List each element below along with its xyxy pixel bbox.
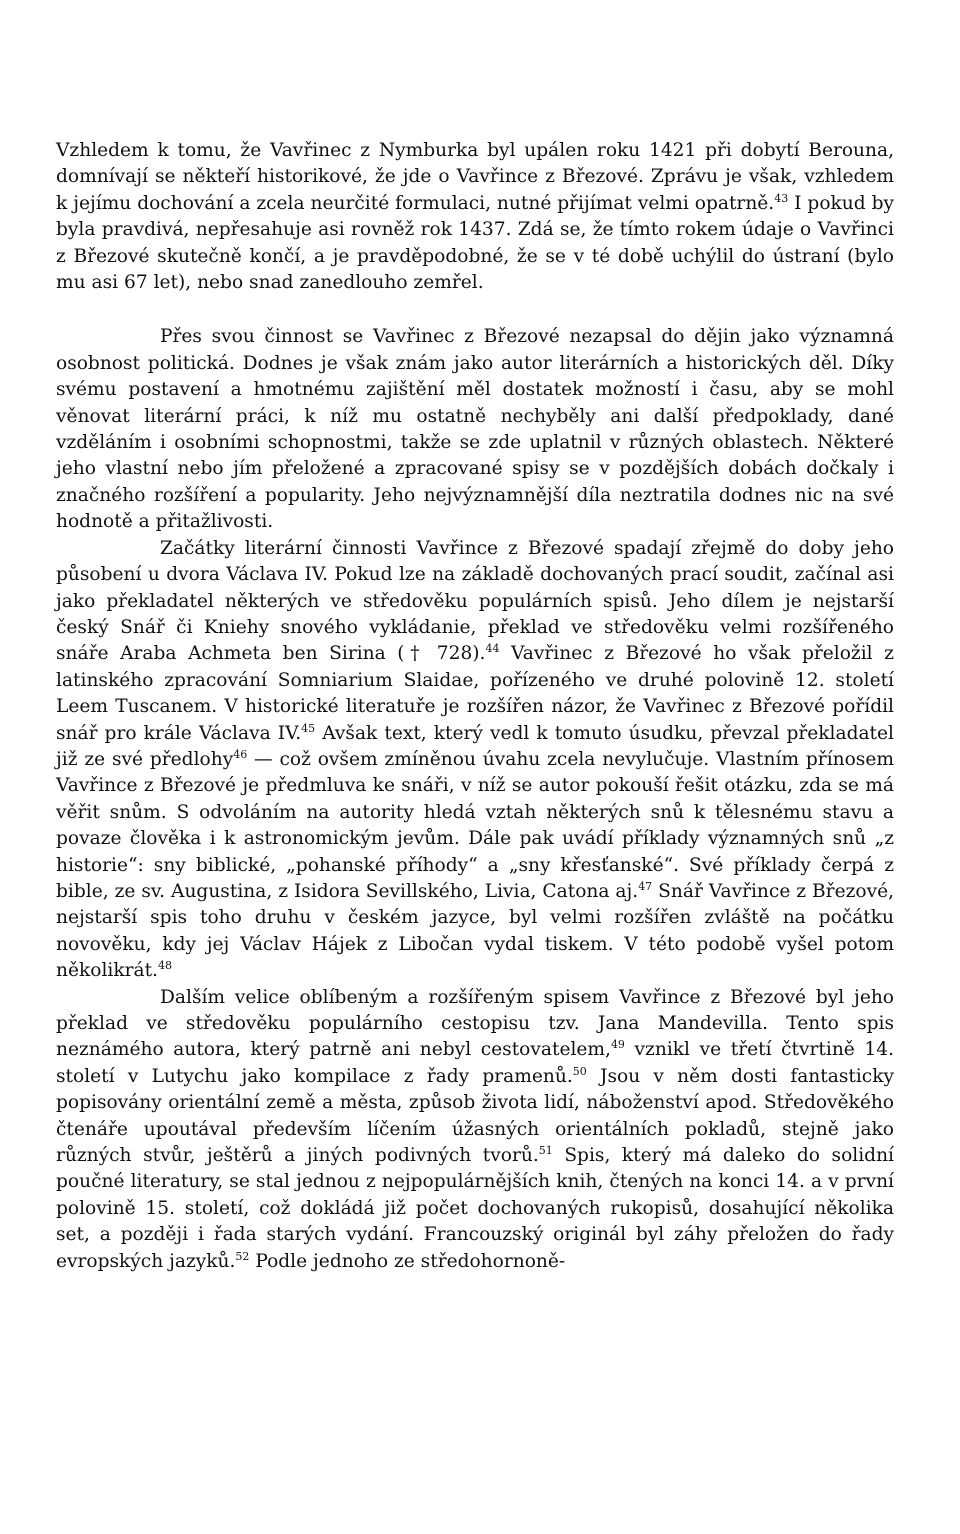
footnote-marker: 45	[301, 721, 316, 735]
footnote-marker: 43	[774, 191, 789, 205]
text-run: I pokud by byla pravdivá, nepřesahuje asi rovněž rok 1437. Zdá se, že tímto rokem údaje o Vavřinci z Březové skutečně končí, a je pravděpodobné, že se v té době uchýlil do ústraní (bylo mu asi 67 let), nebo snad zanedlouho zemřel.	[56, 192, 894, 294]
footnote-marker: 50	[572, 1064, 587, 1078]
text-run: Podle jednoho ze středohornoně-	[249, 1250, 566, 1272]
footnote-marker: 52	[235, 1249, 250, 1263]
text-run: Vzhledem k tomu, že Vavřinec z Nymburka byl upálen roku 1421 při dobytí Berouna, domnívají se někteří historikové, že jde o Vavřince z Březové. Zprávu je však, vzhledem k jejímu dochování a zcela neurčité formulaci, nutné přijímat velmi opatrně.	[56, 140, 894, 214]
footnote-marker: 47	[638, 879, 653, 893]
paragraph-3	[56, 536, 894, 985]
text-run: Začátky literární činnosti Vavřince z Březové spadají zřejmě do doby jeho působení u dvora Václava IV. Pokud lze na základě dochovaných prací soudit, začínal asi jako překladatel některých ve středověku populárních spisů. Jeho dílem je nejstarší český Snář či Kniehy snového vykládanie, překlad ve středověku velmi rozšířeného snáře Araba Achmeta ben Sirina († 728).	[56, 537, 894, 665]
paragraph-2	[56, 324, 894, 535]
footnote-marker: 48	[157, 959, 172, 973]
text-run: Spis, který má daleko do solidní poučné literatury, se stal jednou z nejpopulárnějších knih, čtených na konci 14. a v první polovině 15. století, což dokládá již počet dochovaných rukopisů, dosahující několika set, a později i řada starých vydání. Francouzský originál byl záhy přeložen do řady evropských jazyků.	[56, 1145, 894, 1272]
text-run: — což ovšem zmíněnou úvahu zcela nevylučuje. Vlastním přínosem Vavřince z Březové je předmluva ke snáři, v níž se autor pokouší řešit otázku, zda se má věřit snům. S odvoláním na autority hledá vztah některých snů k tělesnému stavu a povaze člověka i k astronomickým jevům. Dále pak uvádí příklady významných snů „z historie“: sny biblické, „pohanské příhody“ a „sny křesťanské“. Své příklady čerpá z bible, ze sv. Augustina, z Isidora Sevillského, Livia, Catona aj.	[56, 748, 894, 902]
footnote-marker: 49	[610, 1038, 625, 1052]
text-run: Avšak text, který vedl k tomuto úsudku, převzal překladatel již ze své předlohy	[56, 722, 894, 770]
text-run: Snář Vavřince z Březové, nejstarší spis toho druhu v českém jazyce, byl velmi rozšířen zvláště na počátku novověku, kdy jej Václav Hájek z Libočan vydal tiskem. V této podobě vyšel potom několikrát.	[56, 880, 894, 982]
footnote-marker: 46	[233, 747, 248, 761]
footnote-marker: 51	[538, 1144, 553, 1158]
text-run: Dalším velice oblíbeným a rozšířeným spisem Vavřince z Březové byl jeho překlad ve středověku populárního cestopisu tzv. Jana Mandevilla. Tento spis neznámého autora, který patrně ani nebyl cestovatelem,	[56, 986, 894, 1061]
text-run: Vavřinec z Březové ho však přeložil z latinského zpracování Somniarium Slaidae, pořízeného ve druhé polovině 12. století Leem Tuscanem. V historické literatuře je rozšířen názor, že Vavřinec z Březové pořídil snář pro krále Václava IV.	[56, 643, 894, 744]
footnote-marker: 44	[485, 642, 500, 656]
text-run: vznikl ve třetí čtvrtině 14. století v Lutychu jako kompilace z řady pramenů.	[56, 1039, 894, 1087]
paragraph-1	[56, 138, 894, 296]
page-body	[56, 138, 894, 1275]
paragraph-4	[56, 985, 894, 1275]
text-run: Jsou v něm dosti fantasticky popisovány orientální země a města, způsob života lidí, náboženství apod. Středověkého čtenáře upoutával především líčením úžasných orientálních pokladů, stejně jako různých stvůr, ještěrů a jiných podivných tvorů.	[56, 1065, 894, 1167]
text-run: Přes svou činnost se Vavřinec z Březové nezapsal do dějin jako významná osobnost politická. Dodnes je však znám jako autor literárních a historických děl. Díky svému postavení a hmotnému zajištění měl dostatek možností i času, aby se mohl věnovat literární práci, k níž mu ostatně nechyběly ani další předpoklady, dané vzděláním i osobními schopnostmi, takže se zde uplatnil v různých oblastech. Některé jeho vlastní nebo jím přeložené a zpracované spisy se v pozdějších dobách dočkaly i značného rozšíření a popularity. Jeho nejvýznamnější díla neztratila dodnes nic na své hodnotě a přitažlivosti.	[56, 326, 894, 533]
